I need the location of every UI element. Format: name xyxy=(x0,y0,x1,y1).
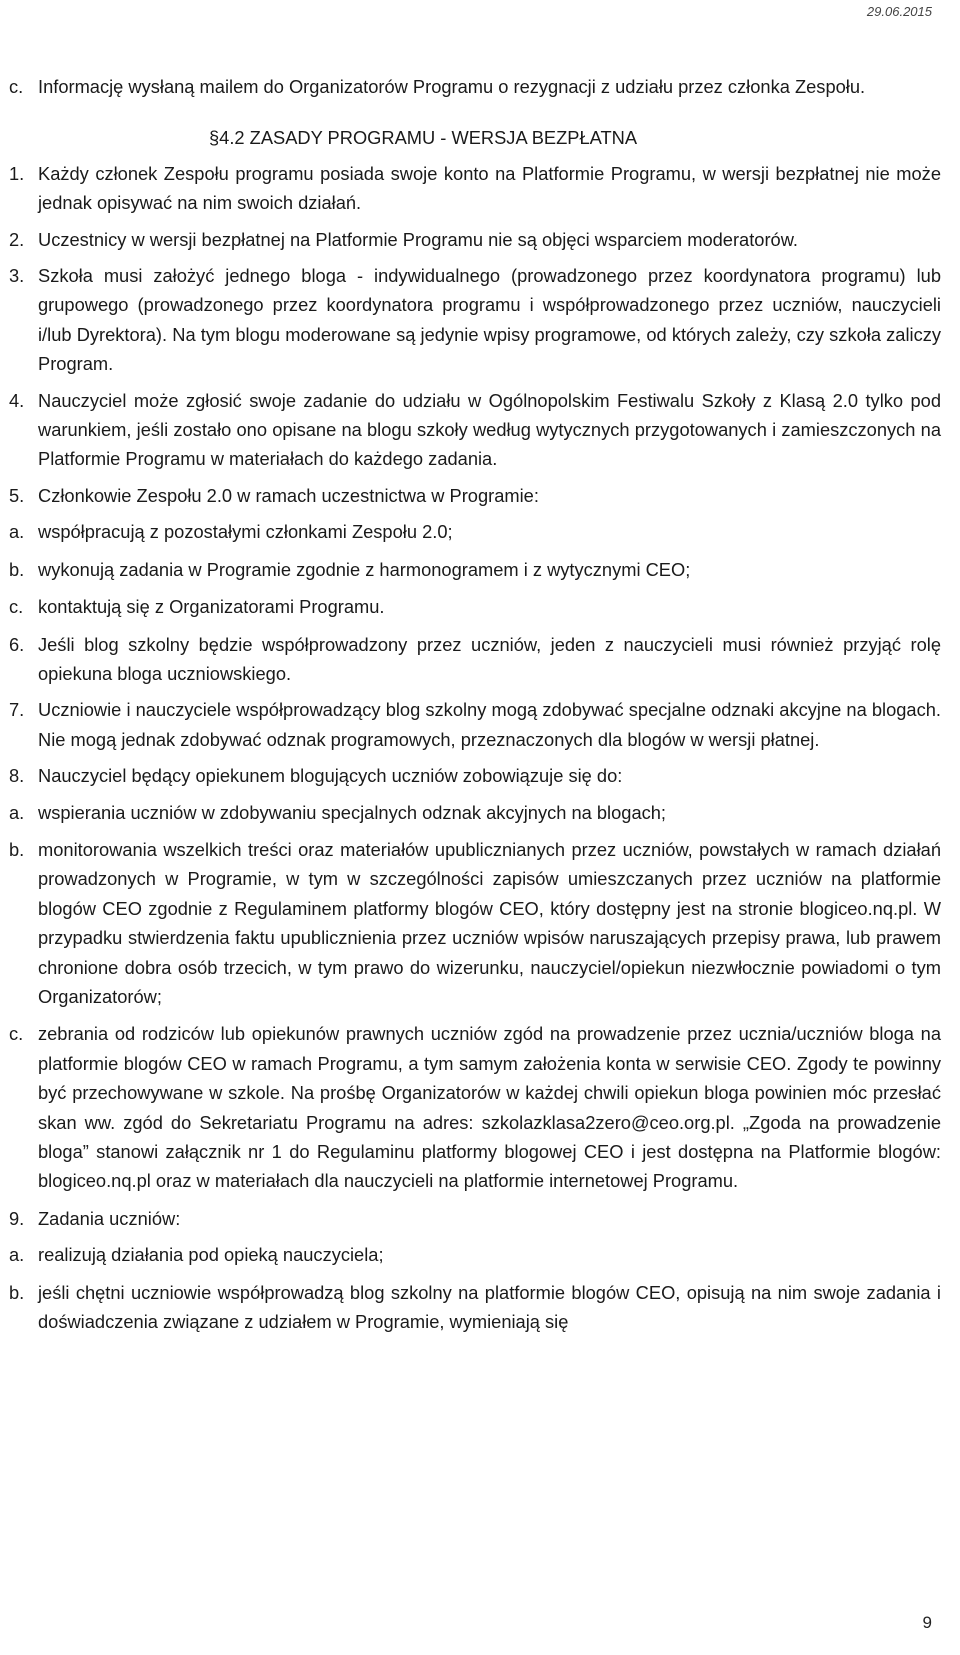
list-text: monitorowania wszelkich treści oraz materiałów upublicznianych przez uczniów, powstałych w ramach działań prowadzonych w Programie, w tym w szczególności zapisów umieszczanych przez uczniów na platformie blogów CEO zgodnie z Regulaminem platformy blogów CEO, który dostępny jest na stronie blogiceo.nq.pl. W przypadku stwierdzenia faktu upublicznienia przez uczniów wpisów naruszających przepisy prawa, lub prawem chronione dobra osób trzecich, w tym prawo do wizerunku, nauczyciel/opiekun niezwłocznie powiadomi o tym Organizatorów; xyxy=(38,838,941,1007)
list-item xyxy=(9,1240,941,1269)
list-text: Każdy członek Zespołu programu posiada swoje konto na Platformie Programu, w wersji bezpłatnej nie może jednak opisywać na nim swoich działań. xyxy=(38,162,941,214)
list-text: współpracują z pozostałymi członkami Zespołu 2.0; xyxy=(38,521,453,543)
list-item xyxy=(9,159,941,218)
list-item xyxy=(9,517,941,546)
document-body xyxy=(9,72,941,1344)
page-number: 9 xyxy=(922,1613,932,1632)
list-marker: 6. xyxy=(9,633,25,655)
list-text: wspierania uczniów w zdobywaniu specjalnych odznak akcyjnych na blogach; xyxy=(38,801,667,823)
list-text: Członkowie Zespołu 2.0 w ramach uczestnictwa w Programie: xyxy=(38,484,539,506)
list-marker: 8. xyxy=(9,765,25,787)
list-item xyxy=(9,1278,941,1337)
document-date: 29.06.2015 xyxy=(866,4,932,19)
list-item-c-top xyxy=(9,72,941,101)
list-item xyxy=(9,761,941,790)
list-marker: 7. xyxy=(9,699,25,721)
sublist-5 xyxy=(9,517,941,621)
list-text: Uczniowie i nauczyciele współprowadzący blog szkolny mogą zdobywać specjalne odznaki akcyjne na blogach. Nie mogą jednak zdobywać odznak programowych, przeznaczonych dla blogów w wersji płatnej. xyxy=(38,699,941,750)
numbered-list-1-5 xyxy=(9,159,941,510)
list-item xyxy=(9,386,941,474)
list-item xyxy=(9,592,941,621)
list-item xyxy=(9,798,941,827)
list-item xyxy=(9,1019,941,1195)
list-text: Nauczyciel może zgłosić swoje zadanie do udziału w Ogólnopolskim Festiwalu Szkoły z Klasą 2.0 tylko pod warunkiem, jeśli zostało ono opisane na blogu szkoły według wytycznych przygotowanych i zamieszczonych na Platformie Programu w materiałach do każdego zadania. xyxy=(38,389,941,470)
list-text: Zadania uczniów: xyxy=(38,1207,181,1229)
list-marker: 1. xyxy=(9,162,25,184)
list-item xyxy=(9,555,941,584)
list-text: jeśli chętni uczniowie współprowadzą blog szkolny na platformie blogów CEO, opisują na nim swoje zadania i doświadczenia związane z udziałem w Programie, wymieniają się xyxy=(38,1281,941,1333)
list-text: Nauczyciel będący opiekunem blogujących uczniów zobowiązuje się do: xyxy=(38,765,623,787)
numbered-list-6-8 xyxy=(9,630,941,791)
list-text: zebrania od rodziców lub opiekunów prawnych uczniów zgód na prowadzenie przez ucznia/uczniów bloga na platformie blogów CEO w ramach Programu, a tym samym założenia konta w serwisie CEO. Zgody te powinny być przechowywane w szkole. Na prośbę Organizatorów w każdej chwili opiekun bloga powinien móc przesłać skan ww. zgód do Sekretariatu Programu na adres: szkolazklasa2zero@ceo.org.pl. „Zgoda na prowadzenie bloga” stanowi załącznik nr 1 do Regulaminu platformy blogowej CEO i jest dostępna na Platformie blogów: blogiceo.nq.pl oraz w materiałach dla nauczycieli na platformie internetowej Programu. xyxy=(38,1023,941,1192)
list-marker: 3. xyxy=(9,265,25,287)
list-marker: a. xyxy=(9,801,25,823)
list-marker: 9. xyxy=(9,1207,25,1229)
list-marker: 2. xyxy=(9,228,25,250)
list-item xyxy=(9,835,941,1011)
list-text: Szkoła musi założyć jednego bloga - indywidualnego (prowadzonego przez koordynatora programu) lub grupowego (prowadzonego przez koordynatora programu i współprowadzonego przez uczniów, nauczycieli i/lub Dyrektora). Na tym blogu moderowane są jedynie wpisy programowe, od których zależy, czy szkoła zaliczy Program. xyxy=(38,265,941,375)
section-heading: §4.2 ZASADY PROGRAMU - WERSJA BEZPŁATNA xyxy=(209,127,638,149)
list-marker: b. xyxy=(9,558,25,580)
sublist-9 xyxy=(9,1240,941,1336)
list-marker: 4. xyxy=(9,389,25,411)
list-text: kontaktują się z Organizatorami Programu. xyxy=(38,596,385,618)
list-marker: a. xyxy=(9,1244,25,1266)
list-text: Informację wysłaną mailem do Organizatorów Programu o rezygnacji z udziału przez członka Zespołu. xyxy=(38,76,866,97)
list-text: realizują działania pod opieką nauczyciela; xyxy=(38,1244,384,1266)
sublist-8 xyxy=(9,798,941,1196)
list-text: Uczestnicy w wersji bezpłatnej na Platformie Programu nie są objęci wsparciem moderatorów. xyxy=(38,228,799,250)
list-marker: b. xyxy=(9,838,25,860)
list-marker: c. xyxy=(9,1023,24,1045)
list-item xyxy=(9,261,941,379)
list-item xyxy=(9,225,941,254)
list-marker: c. xyxy=(9,76,24,97)
list-marker: b. xyxy=(9,1281,25,1303)
list-marker: c. xyxy=(9,596,24,618)
list-text: wykonują zadania w Programie zgodnie z harmonogramem i z wytycznymi CEO; xyxy=(38,558,691,580)
list-item-9 xyxy=(9,1204,941,1233)
list-marker: 5. xyxy=(9,484,25,506)
list-marker: a. xyxy=(9,521,25,543)
list-item xyxy=(9,695,941,754)
list-text: Jeśli blog szkolny będzie współprowadzony przez uczniów, jeden z nauczycieli musi również przyjąć rolę opiekuna bloga uczniowskiego. xyxy=(38,633,941,684)
list-item xyxy=(9,481,941,510)
list-item xyxy=(9,630,941,689)
